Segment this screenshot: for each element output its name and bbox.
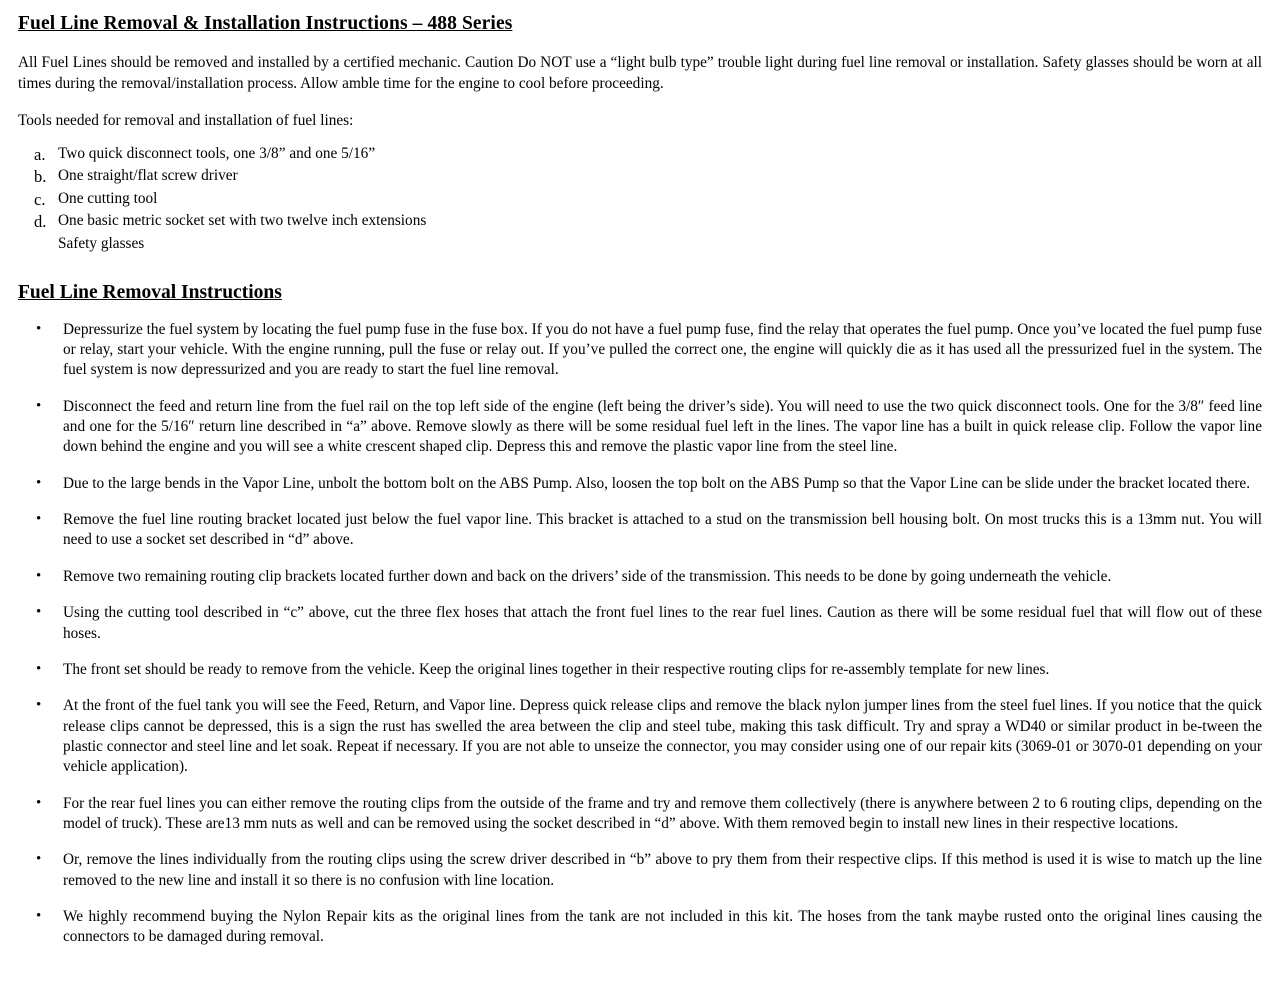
list-item	[18, 143, 1262, 165]
step-text: Due to the large bends in the Vapor Line, unbolt the bottom bolt on the ABS Pump. Also, loosen the top bolt on the ABS Pump so that the Vapor Line can be slide under the bracket located there.	[63, 474, 1251, 492]
bullet-icon: •	[36, 604, 42, 621]
step-text: Using the cutting tool described in “c” above, cut the three flex hoses that attach the front fuel lines to the rear fuel lines. Caution as there will be some residual fuel that will flow out of these hoses.	[63, 604, 1262, 642]
list-item-label: One cutting tool	[58, 189, 158, 207]
removal-steps-list	[18, 320, 1262, 948]
list-item-label: Two quick disconnect tools, one 3/8” and one 5/16”	[58, 144, 376, 162]
tools-heading: Tools needed for removal and installation of fuel lines:	[18, 111, 354, 129]
bullet-icon: •	[36, 474, 42, 491]
step-text: Depressurize the fuel system by locating the fuel pump fuse in the fuse box. If you do not have a fuel pump fuse, find the relay that operates the fuel pump. Once you’ve located the fuel pump fuse or relay, start your vehicle. With the engine running, pull the fuse or relay out. If you’ve pulled the correct one, the engine will quickly die as it has used all the pressurized fuel in the system. The fuel system is now depressurized and you are ready to start the fuel line removal.	[63, 320, 1262, 379]
list-item-label: One straight/flat screw driver	[58, 167, 238, 185]
step-text: Or, remove the lines individually from the routing clips using the screw driver described in “b” above to pry them from their respective clips. If this method is used it is wise to match up the line removed to the new line and install it so there is no confusion with line location.	[63, 851, 1262, 889]
bullet-icon: •	[36, 511, 42, 528]
bullet-icon: •	[36, 851, 42, 868]
list-item	[18, 474, 1262, 494]
list-item	[18, 794, 1262, 835]
bullet-icon: •	[36, 907, 42, 924]
step-text: We highly recommend buying the Nylon Repair kits as the original lines from the tank are not included in this kit. The hoses from the tank maybe rusted onto the original lines causing the connectors to be damaged during removal.	[63, 907, 1262, 946]
list-item	[18, 907, 1262, 948]
intro-paragraph: All Fuel Lines should be removed and installed by a certified mechanic. Caution Do NOT use a “light bulb type” trouble light during fuel line removal or installation. Safety glasses should be worn at all times during the removal/installation process. Allow amble time for the engine to cool before proceeding.	[18, 54, 1262, 92]
list-item	[18, 567, 1262, 587]
list-item	[18, 603, 1262, 644]
list-marker: c.	[34, 189, 46, 209]
step-text: The front set should be ready to remove from the vehicle. Keep the original lines together in their respective routing clips for re-assembly template for new lines.	[63, 660, 1050, 678]
list-marker: d.	[34, 212, 47, 232]
list-item	[18, 696, 1262, 777]
step-text: For the rear fuel lines you can either remove the routing clips from the outside of the frame and try and remove them collectively (there is anywhere between 2 to 6 routing clips, depending on the model of truck). These are13 mm nuts as well and can be removed using the socket described in “d” above. With them removed begin to install new lines in their respective locations.	[63, 794, 1262, 832]
step-text: Remove the fuel line routing bracket located just below the fuel vapor line. This bracket is attached to a stud on the transmission bell housing bolt. On most trucks this is a 13mm nut. You will need to use a socket set described in “d” above.	[63, 511, 1262, 549]
bullet-icon: •	[36, 567, 42, 584]
list-item	[18, 850, 1262, 891]
list-item-label: One basic metric socket set with two twelve inch extensions	[58, 212, 427, 230]
tools-list	[18, 143, 1262, 255]
bullet-icon: •	[36, 397, 42, 414]
step-text: At the front of the fuel tank you will see the Feed, Return, and Vapor line. Depress quick release clips and remove the black nylon jumper lines from the steel fuel lines. If you notice that the quick release clips cannot be depressed, this is a sign the rust has swelled the area between the clip and steel tube, making this task difficult. Try and spray a WD40 or similar product in be-tween the plastic connector and steel line and let soak. Repeat if necessary. If you are not able to unseize the connector, you may consider using one of our repair kits (3069-01 or 3070-01 depending on your vehicle application).	[63, 697, 1262, 776]
bullet-icon: •	[36, 697, 42, 714]
bullet-icon: •	[36, 320, 42, 337]
list-item	[18, 660, 1262, 680]
step-text: Disconnect the feed and return line from the fuel rail on the top left side of the engine (left being the driver’s side). You will need to use the two quick disconnect tools. One for the 3/8″ feed line and one for the 5/16″ return line described in “a” above. Remove slowly as there will be some residual fuel left in the lines. The vapor line has a built in quick release clip. Follow the vapor line down behind the engine and you will see a white crescent shaped clip. Depress this and remove the plastic vapor line from the steel line.	[63, 397, 1262, 456]
list-item	[18, 165, 1262, 187]
list-item	[18, 210, 1262, 232]
bullet-icon: •	[36, 794, 42, 811]
list-item	[18, 510, 1262, 551]
list-marker: b.	[34, 167, 47, 187]
bullet-icon: •	[36, 660, 42, 677]
section-title: Fuel Line Removal Instructions	[18, 282, 282, 304]
list-item	[18, 233, 1262, 255]
step-text: Remove two remaining routing clip brackets located further down and back on the drivers’ side of the transmission. This needs to be done by going underneath the vehicle.	[63, 567, 1112, 585]
list-marker: a.	[34, 144, 46, 164]
list-item	[18, 188, 1262, 210]
page-title: Fuel Line Removal & Installation Instructions – 488 Series	[18, 13, 513, 34]
list-item-label: Safety glasses	[58, 234, 145, 252]
list-item	[18, 397, 1262, 458]
list-item	[18, 320, 1262, 381]
